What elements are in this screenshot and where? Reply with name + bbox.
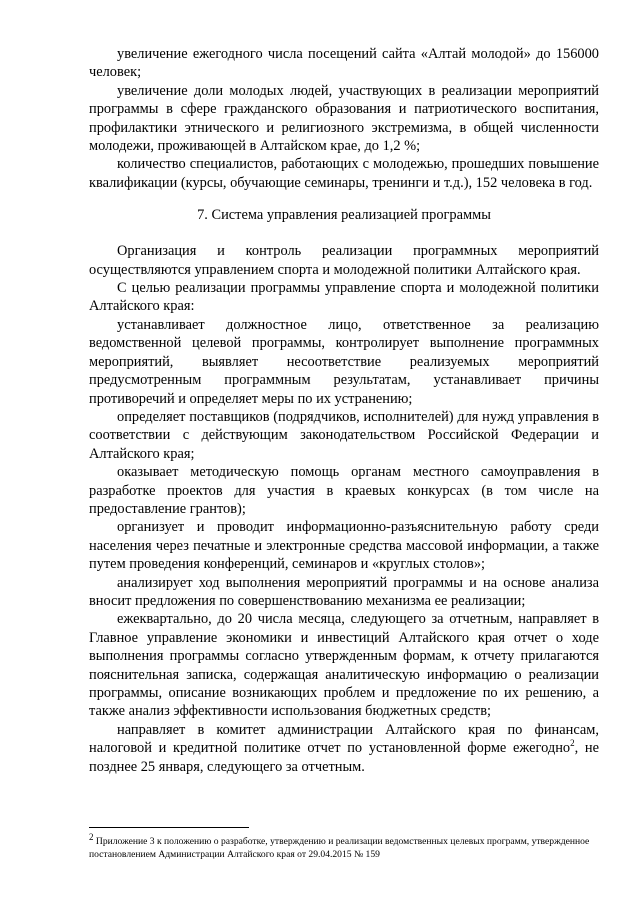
footnote-text <box>89 831 599 861</box>
paragraph: Организация и контроль реализации программных мероприятий осуществляются управлением спорта и молодежной политики Алтайского края. <box>89 243 599 278</box>
paragraph: определяет поставщиков (подрядчиков, исполнителей) для нужд управления в соответствии с действующим законодательством Российской Федерации и Алтайского края; <box>89 408 599 462</box>
paragraph: увеличение доли молодых людей, участвующих в реализации мероприятий программы в сфере гражданского образования и патриотического воспитания, профилактики этнического и религиозного экстремизма, в общей численности молодежи, проживающей в Алтайском крае, до 1,2 %; <box>89 82 599 155</box>
section-heading: 7. Система управления реализацией программы <box>197 207 491 224</box>
paragraph: количество специалистов, работающих с молодежью, прошедших повышение квалификации (курсы, обучающие семинары, тренинги и т.д.), 152 человека в год. <box>89 156 599 191</box>
paragraph: устанавливает должностное лицо, ответственное за реализацию ведомственной целевой программы, контролирует выполнение программных мероприятий, выявляет несоответствие реализуемых мероприятий предусмотренным программным результатам, устанавливает причины противоречий и определяет меры по их устранению; <box>89 316 599 407</box>
paragraph: С целью реализации программы управление спорта и молодежной политики Алтайского края: <box>89 280 599 315</box>
footnote-reference[interactable]: 2 <box>570 738 575 749</box>
paragraph-last <box>89 721 599 776</box>
footnote-area <box>89 827 599 861</box>
footnote-mark: 2 <box>89 831 94 842</box>
paragraph-text: , не позднее 25 января, следующего за отчетным. <box>89 740 599 775</box>
paragraph: оказывает методическую помощь органам местного самоуправления в разработке проектов для участия в краевых конкурсах (в том числе на предоставление грантов); <box>89 464 599 517</box>
document-body <box>89 45 599 776</box>
paragraph: увеличение ежегодного числа посещений сайта «Алтай молодой» до 156000 человек; <box>89 46 599 81</box>
footnote-divider <box>89 827 249 828</box>
paragraph: ежеквартально, до 20 числа месяца, следующего за отчетным, направляет в Главное управление экономики и инвестиций Алтайского края отчет о ходе выполнения программы согласно утвержденным формам, к отчету прилагаются пояснительная записка, содержащая аналитическую информацию о реализации программы, описание возникающих проблем и предложение по их решению, а также анализ эффективности использования бюджетных средств; <box>89 611 599 720</box>
paragraph: организует и проводит информационно-разъяснительную работу среди населения через печатные и электронные средства массовой информации, а также путем проведения конференций, семинаров и «круглых столов»; <box>89 519 599 573</box>
footnote-content: Приложение 3 к положению о разработке, утверждению и реализации ведомственных целевых программ, утвержденное постановлением Администрации Алтайского края от 29.04.2015 № 159 <box>89 836 590 860</box>
paragraph: анализирует ход выполнения мероприятий программы и на основе анализа вносит предложения по совершенствованию механизма ее реализации; <box>89 574 599 609</box>
paragraph-text: направляет в комитет администрации Алтайского края по финансам, налоговой и кредитной политике отчет по установленной форме ежегодно <box>89 721 599 757</box>
